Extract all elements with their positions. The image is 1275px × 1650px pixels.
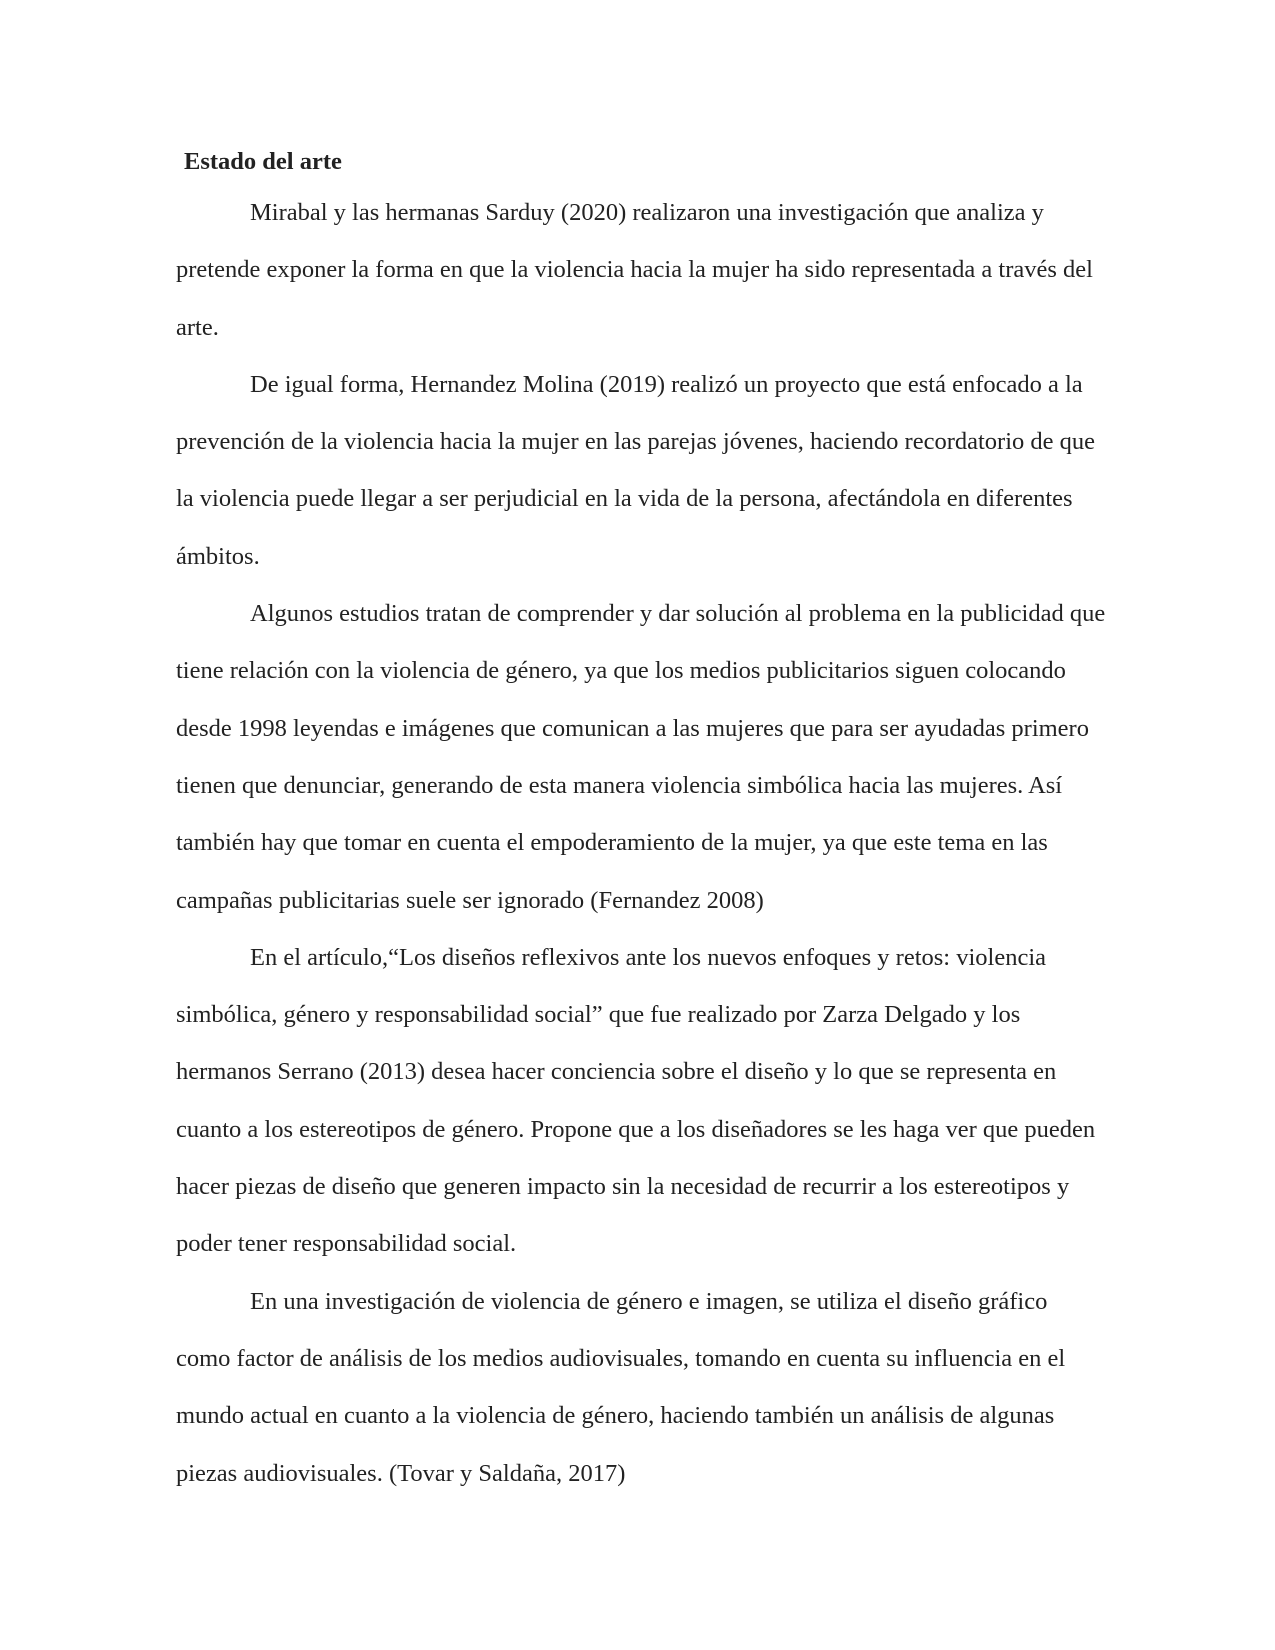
document-body xyxy=(176,140,1106,1502)
paragraph-publicidad: Algunos estudios tratan de comprender y dar solución al problema en la publicidad que tiene relación con la violencia de género, ya que los medios publicitarios siguen colocando desde 1998 leyendas e imágenes que comunican a las mujeres que para ser ayudadas primero tienen que denunciar, generando de esta manera violencia simbólica hacia las mujeres. Así también hay que tomar en cuenta el empoderamiento de la mujer, ya que este tema en las campañas publicitarias suele ser ignorado (Fernandez 2008) xyxy=(176,600,1106,914)
paragraph-tovar: En una investigación de violencia de género e imagen, se utiliza el diseño gráfico como factor de análisis de los medios audiovisuales, tomando en cuenta su influencia en el mundo actual en cuanto a la violencia de género, haciendo también un análisis de algunas piezas audiovisuales. (Tovar y Saldaña, 2017) xyxy=(176,1287,1066,1487)
paragraph-mirabal: Mirabal y las hermanas Sarduy (2020) realizaron una investigación que analiza y pretende exponer la forma en que la violencia hacia la mujer ha sido representada a través del arte. xyxy=(176,199,1093,341)
paragraph-hernandez: De igual forma, Hernandez Molina (2019) realizó un proyecto que está enfocado a la prevención de la violencia hacia la mujer en las parejas jóvenes, haciendo recordatorio de que la violencia puede llegar a ser perjudicial en la vida de la persona, afectándola en diferentes ámbitos. xyxy=(176,370,1096,570)
paragraph-zarza: En el artículo,“Los diseños reflexivos ante los nuevos enfoques y retos: violencia simbólica, género y responsabilidad social” que fue realizado por Zarza Delgado y los hermanos Serrano (2013) desea hacer conciencia sobre el diseño y lo que se representa en cuanto a los estereotipos de género. Propone que a los diseñadores se les haga ver que pueden hacer piezas de diseño que generen impacto sin la necesidad de recurrir a los estereotipos y poder tener responsabilidad social. xyxy=(176,943,1096,1258)
section-heading: Estado del arte xyxy=(184,148,342,175)
